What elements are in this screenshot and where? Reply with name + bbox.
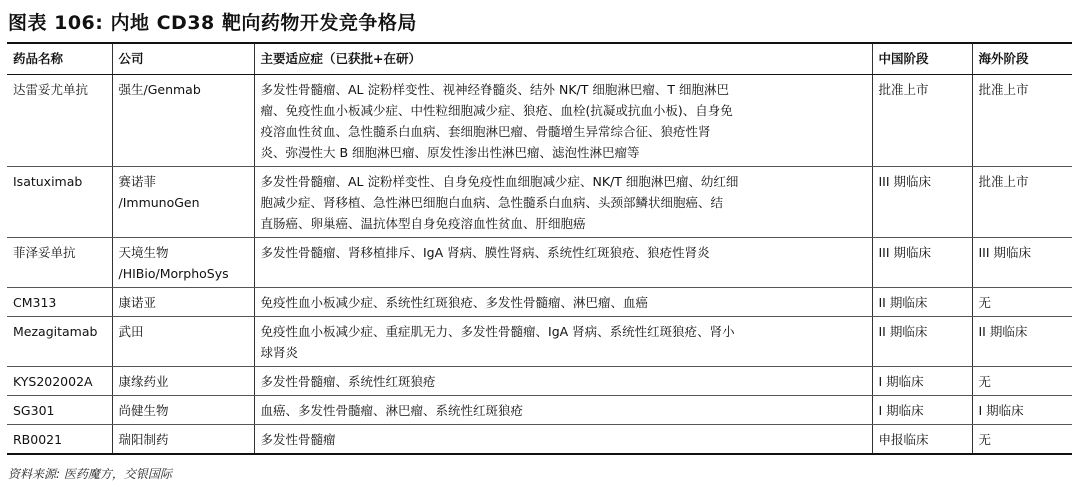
- cell-china-stage: II 期临床: [872, 317, 972, 367]
- header-company: 公司: [112, 43, 254, 75]
- company-line: 康缘药业: [118, 374, 169, 389]
- cell-indications: [254, 425, 872, 455]
- company-line: 康诺亚: [118, 295, 157, 310]
- table-row: [7, 167, 1072, 238]
- cell-company: [112, 238, 254, 288]
- cell-china-stage: III 期临床: [872, 167, 972, 238]
- indication-line: 瘤、免疫性血小板减少症、中性粒细胞减少症、狼疮、血栓(抗凝或抗血小板)、自身免: [260, 103, 733, 118]
- indication-line: 球肾炎: [260, 345, 299, 360]
- company-line: 天境生物: [118, 245, 169, 260]
- cell-china-stage: I 期临床: [872, 367, 972, 396]
- indication-line: 多发性骨髓瘤、AL 淀粉样变性、自身免疫性血细胞减少症、NK/T 细胞淋巴瘤、幼红细: [260, 174, 739, 189]
- cell-drug-name: CM313: [7, 288, 112, 317]
- header-drug: 药品名称: [7, 43, 112, 75]
- cell-company: [112, 288, 254, 317]
- competition-table-wrapper: [7, 42, 1072, 455]
- cell-drug-name: SG301: [7, 396, 112, 425]
- indication-line: 多发性骨髓瘤、AL 淀粉样变性、视神经脊髓炎、结外 NK/T 细胞淋巴瘤、T 细胞淋巴: [260, 82, 729, 97]
- header-overseas-stage: 海外阶段: [972, 43, 1072, 75]
- table-row: [7, 288, 1072, 317]
- cell-overseas-stage: 批准上市: [972, 75, 1072, 167]
- table-row: [7, 238, 1072, 288]
- indication-line: 血癌、多发性骨髓瘤、淋巴瘤、系统性红斑狼疮: [260, 403, 524, 418]
- indication-line: 炎、弥漫性大 B 细胞淋巴瘤、原发性渗出性淋巴瘤、滤泡性淋巴瘤等: [260, 145, 640, 160]
- table-row: [7, 367, 1072, 396]
- cell-company: [112, 396, 254, 425]
- cell-company: [112, 75, 254, 167]
- indication-line: 疫溶血性贫血、急性髓系白血病、套细胞淋巴瘤、骨髓增生异常综合征、狼疮性肾: [260, 124, 711, 139]
- cell-overseas-stage: 无: [972, 425, 1072, 455]
- cell-company: [112, 367, 254, 396]
- cell-overseas-stage: 无: [972, 367, 1072, 396]
- header-row: [7, 43, 1072, 75]
- table-row: [7, 425, 1072, 455]
- cell-drug-name: 达雷妥尤单抗: [7, 75, 112, 167]
- table-row: [7, 75, 1072, 167]
- indication-line: 直肠癌、卵巢癌、温抗体型自身免疫溶血性贫血、肝细胞癌: [260, 216, 586, 231]
- table-title: 图表 106: 内地 CD38 靶向药物开发竞争格局: [8, 12, 417, 34]
- cell-china-stage: II 期临床: [872, 288, 972, 317]
- cell-indications: [254, 367, 872, 396]
- indication-line: 多发性骨髓瘤: [260, 432, 336, 447]
- company-line: 赛诺菲: [118, 174, 157, 189]
- table-row: [7, 396, 1072, 425]
- indication-line: 胞减少症、肾移植、急性淋巴细胞白血病、急性髓系白血病、头颈部鳞状细胞癌、结: [260, 195, 724, 210]
- source-note: 资料来源: 医药魔方，交银国际: [8, 467, 172, 481]
- competition-table: [7, 42, 1072, 455]
- cell-overseas-stage: 无: [972, 288, 1072, 317]
- indication-line: 多发性骨髓瘤、肾移植排斥、IgA 肾病、膜性肾病、系统性红斑狼疮、狼疮性肾炎: [260, 245, 710, 260]
- indication-line: 免疫性血小板减少症、系统性红斑狼疮、多发性骨髓瘤、淋巴瘤、血癌: [260, 295, 649, 310]
- cell-indications: [254, 167, 872, 238]
- cell-overseas-stage: 批准上市: [972, 167, 1072, 238]
- cell-china-stage: III 期临床: [872, 238, 972, 288]
- cell-drug-name: Isatuximab: [7, 167, 112, 238]
- cell-drug-name: KYS202002A: [7, 367, 112, 396]
- company-line: 武田: [118, 324, 144, 339]
- cell-indications: [254, 238, 872, 288]
- company-line: 尚健生物: [118, 403, 169, 418]
- table-body: [7, 75, 1072, 455]
- cell-company: [112, 167, 254, 238]
- cell-company: [112, 425, 254, 455]
- company-line: 瑞阳制药: [118, 432, 169, 447]
- cell-indications: [254, 396, 872, 425]
- company-line: /ImmunoGen: [118, 195, 200, 210]
- company-line: 强生/Genmab: [118, 82, 201, 97]
- cell-china-stage: 申报临床: [872, 425, 972, 455]
- cell-indications: [254, 75, 872, 167]
- indication-line: 免疫性血小板减少症、重症肌无力、多发性骨髓瘤、IgA 肾病、系统性红斑狼疮、肾小: [260, 324, 735, 339]
- cell-drug-name: Mezagitamab: [7, 317, 112, 367]
- cell-overseas-stage: II 期临床: [972, 317, 1072, 367]
- header-indications: 主要适应症（已获批+在研）: [254, 43, 872, 75]
- cell-china-stage: 批准上市: [872, 75, 972, 167]
- cell-china-stage: I 期临床: [872, 396, 972, 425]
- cell-indications: [254, 317, 872, 367]
- cell-drug-name: RB0021: [7, 425, 112, 455]
- header-china-stage: 中国阶段: [872, 43, 972, 75]
- cell-overseas-stage: I 期临床: [972, 396, 1072, 425]
- cell-indications: [254, 288, 872, 317]
- indication-line: 多发性骨髓瘤、系统性红斑狼疮: [260, 374, 436, 389]
- cell-overseas-stage: III 期临床: [972, 238, 1072, 288]
- company-line: /HIBio/MorphoSys: [118, 266, 229, 281]
- cell-drug-name: 菲泽妥单抗: [7, 238, 112, 288]
- cell-company: [112, 317, 254, 367]
- table-row: [7, 317, 1072, 367]
